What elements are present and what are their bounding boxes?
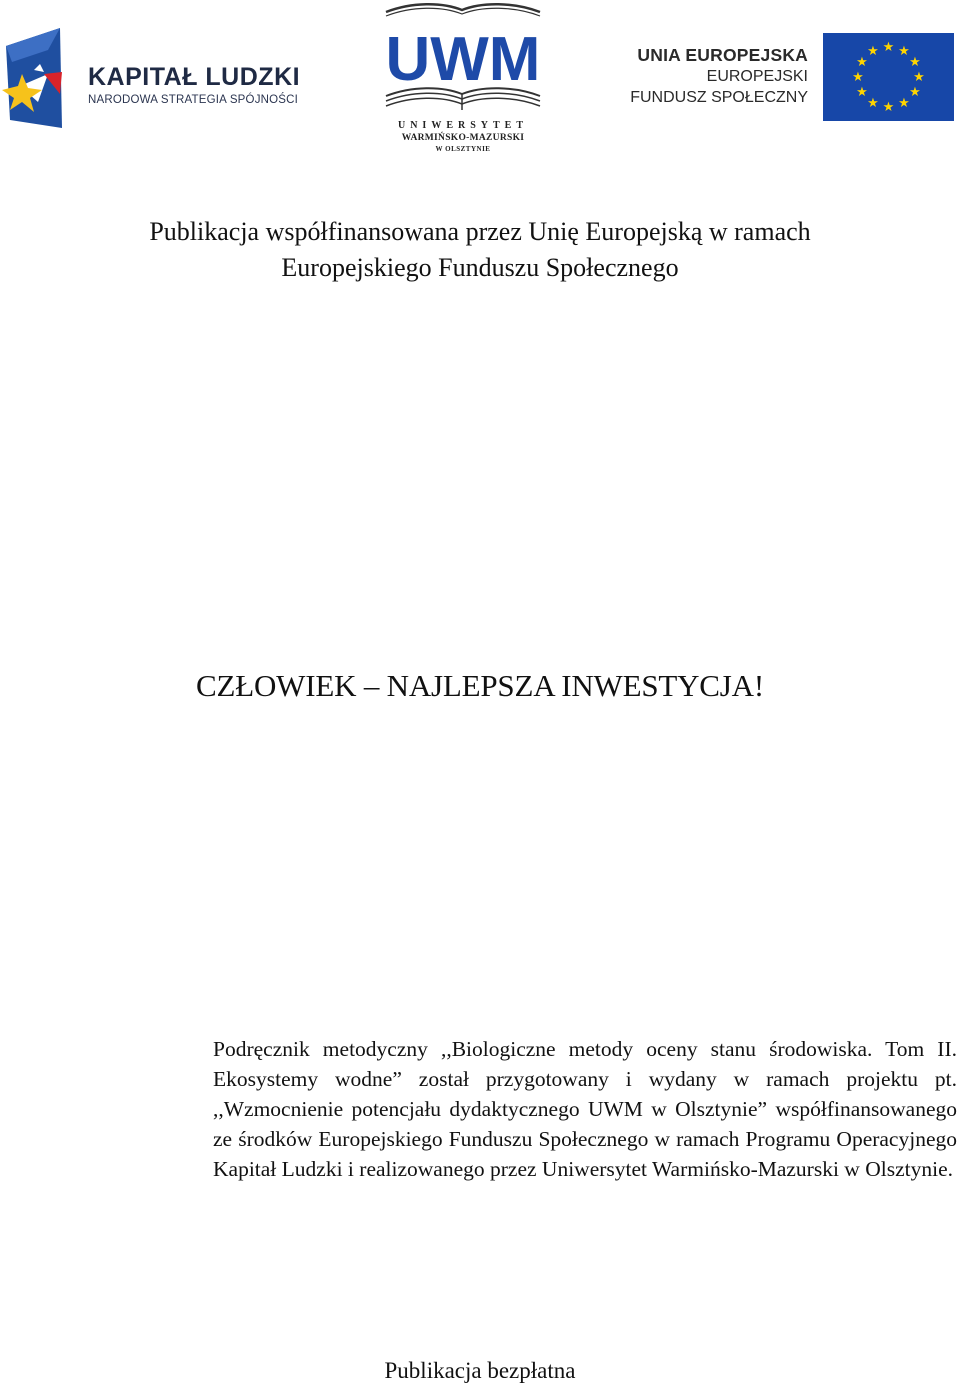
slogan: CZŁOWIEK – NAJLEPSZA INWESTYCJA! bbox=[196, 668, 764, 703]
eu-text bbox=[612, 44, 808, 108]
uwm-name-line3: W OLSZTYNIE bbox=[435, 145, 491, 153]
svg-text:★: ★ bbox=[852, 70, 864, 85]
eu-line1: UNIA EUROPEJSKA bbox=[637, 45, 808, 65]
svg-text:★: ★ bbox=[909, 55, 921, 70]
funding-note-line1: Publikacja współfinansowana przez Unię Europejską w ramach bbox=[149, 217, 811, 246]
svg-text:★: ★ bbox=[913, 70, 925, 85]
uwm-name-line2: WARMIŃSKO-MAZURSKI bbox=[401, 133, 525, 143]
kapital-ludzki-title: KAPITAŁ LUDZKI bbox=[88, 63, 301, 91]
svg-text:★: ★ bbox=[898, 44, 910, 59]
publication-description: Podręcznik metodyczny ,,Biologiczne metody oceny stanu środowiska. Tom II. Ekosystemy wodne” został przygotowany i wydany w ramach projektu pt. ,,Wzmocnienie potencjału dydaktycznego UWM w Olsztynie” współfinansowanego ze środków Europejskiego Funduszu Społecznego w ramach Programu Operacyjnego Kapitał Ludzki i realizowanego przez Uniwersytet Warmińsko-Mazurski w Olsztynie. bbox=[213, 1037, 957, 1181]
uwm-acronym: UWM bbox=[385, 25, 541, 94]
kapital-ludzki-logo bbox=[0, 28, 320, 133]
free-publication-note: Publikacja bezpłatna bbox=[384, 1358, 576, 1383]
svg-text:★: ★ bbox=[882, 40, 895, 55]
svg-text:★: ★ bbox=[909, 85, 921, 100]
funding-note-line2: Europejskiego Funduszu Społecznego bbox=[281, 253, 679, 282]
kapital-ludzki-emblem-icon bbox=[0, 28, 80, 133]
uwm-name-line1: UNIWERSYTET bbox=[397, 120, 529, 131]
eu-line2: EUROPEJSKI bbox=[706, 68, 808, 85]
svg-text:★: ★ bbox=[898, 96, 910, 111]
logo-bar bbox=[0, 0, 960, 165]
svg-text:★: ★ bbox=[867, 96, 879, 111]
svg-text:★: ★ bbox=[882, 100, 895, 115]
uwm-name bbox=[382, 120, 544, 154]
svg-text:★: ★ bbox=[867, 44, 879, 59]
eu-flag-icon bbox=[823, 33, 954, 121]
eu-line3: FUNDUSZ SPOŁECZNY bbox=[630, 89, 808, 106]
kapital-ludzki-subtitle: NARODOWA STRATEGIA SPÓJNOŚCI bbox=[88, 94, 299, 106]
funding-note bbox=[60, 214, 900, 286]
svg-text:★: ★ bbox=[856, 85, 868, 100]
svg-text:★: ★ bbox=[856, 55, 868, 70]
